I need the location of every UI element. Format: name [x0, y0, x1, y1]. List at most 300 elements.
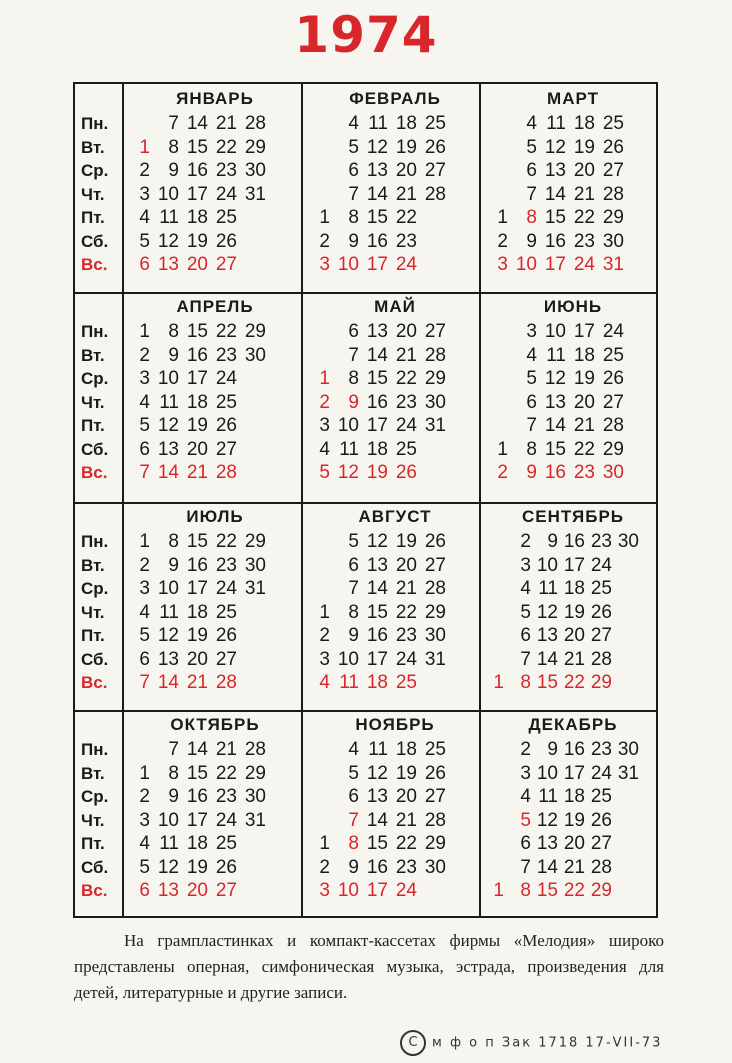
day-cell: 28 [424, 578, 446, 599]
day-cell: 7 [348, 183, 359, 205]
week-row [126, 530, 304, 554]
day-cell: 5 [348, 762, 359, 784]
day-cell: 29 [590, 672, 612, 693]
day-cell [484, 601, 504, 625]
day-cell [612, 624, 639, 648]
day-cell: 5 [520, 809, 531, 831]
day-cell: 15 [544, 438, 566, 460]
day-cell: 2 [520, 531, 531, 552]
day-cell: 3 [319, 880, 330, 901]
day-cell: 4 [526, 113, 537, 134]
day-cell: 15 [366, 601, 388, 623]
day-cell: 23 [215, 786, 237, 807]
day-cell: 16 [366, 625, 388, 646]
week-row [306, 438, 484, 462]
day-cell [417, 253, 446, 277]
day-cell: 10 [157, 183, 179, 205]
day-cell: 13 [536, 833, 558, 854]
day-cell: 1 [319, 207, 330, 228]
month-block [306, 294, 484, 485]
day-cell: 25 [215, 601, 237, 623]
day-cell [484, 159, 508, 183]
week-row [306, 159, 484, 183]
day-cell: 19 [186, 415, 208, 436]
day-cell [484, 762, 504, 786]
day-cell [237, 438, 266, 462]
day-cell: 27 [424, 321, 446, 342]
day-cell: 11 [159, 207, 179, 228]
day-cell [484, 391, 508, 415]
day-cell: 22 [563, 672, 585, 693]
weekday-label: Ср. [81, 579, 109, 598]
day-cell: 18 [186, 391, 208, 413]
week-row [306, 367, 484, 391]
day-cell: 10 [536, 762, 558, 784]
day-cell: 9 [348, 391, 359, 413]
day-cell: 24 [215, 809, 237, 831]
weekday-label: Вт. [81, 345, 105, 365]
day-cell: 27 [424, 786, 446, 807]
day-cell [306, 159, 330, 183]
week-row [306, 648, 484, 672]
day-cell: 5 [526, 136, 537, 158]
week-row [306, 738, 484, 762]
day-cell: 15 [186, 531, 208, 552]
month-block [306, 504, 484, 695]
day-cell: 17 [186, 183, 208, 205]
day-cell: 15 [186, 136, 208, 158]
day-cell: 17 [186, 809, 208, 831]
week-row [126, 809, 304, 833]
week-row [484, 738, 662, 762]
week-row [484, 461, 662, 485]
day-cell: 24 [395, 254, 417, 275]
week-row [306, 391, 484, 415]
day-cell: 4 [139, 391, 150, 413]
day-cell: 17 [366, 880, 388, 901]
day-cell: 20 [186, 648, 208, 670]
day-cell: 26 [215, 625, 237, 646]
day-cell: 4 [139, 207, 150, 228]
day-cell: 4 [348, 739, 359, 760]
day-cell: 29 [244, 762, 266, 784]
day-cell: 6 [139, 880, 150, 901]
day-cell: 17 [563, 554, 585, 576]
week-row [126, 183, 304, 207]
weekday-label: Ср. [81, 161, 109, 180]
week-row [306, 762, 484, 786]
week-row [126, 344, 304, 368]
day-cell: 9 [348, 856, 359, 878]
day-cell [237, 367, 266, 391]
day-cell: 23 [215, 554, 237, 576]
day-cell: 2 [319, 391, 330, 413]
week-row [306, 832, 484, 856]
day-cell [484, 183, 508, 207]
day-cell: 29 [424, 833, 446, 854]
day-cell: 8 [520, 880, 531, 901]
day-cell: 24 [590, 762, 612, 784]
week-row [306, 601, 484, 625]
day-cell: 1 [497, 438, 508, 460]
day-cell: 16 [366, 230, 388, 252]
week-row [126, 367, 304, 391]
day-cell: 3 [520, 762, 531, 784]
day-cell: 28 [602, 415, 624, 436]
day-cell: 25 [215, 833, 237, 854]
day-cell: 1 [139, 531, 150, 552]
day-cell: 6 [526, 391, 537, 413]
day-cell: 27 [215, 880, 237, 901]
day-cell [612, 577, 639, 601]
day-cell: 7 [520, 856, 531, 878]
week-row [484, 554, 662, 578]
day-cell: 18 [186, 601, 208, 623]
day-cell: 12 [536, 601, 558, 623]
weekday-label: Чт. [81, 602, 105, 622]
day-cell: 25 [215, 207, 237, 228]
day-cell: 30 [244, 344, 266, 366]
day-cell: 23 [215, 344, 237, 366]
day-cell: 13 [157, 648, 179, 670]
day-cell [237, 856, 266, 880]
day-cell: 11 [538, 578, 558, 599]
day-cell: 14 [186, 739, 208, 760]
day-cell: 31 [244, 578, 266, 599]
day-cell: 24 [215, 578, 237, 599]
day-cell: 24 [395, 415, 417, 436]
day-cell [306, 738, 330, 762]
month-name: АВГУСТ [358, 507, 432, 526]
week-row [484, 601, 662, 625]
weekday-label: Вс. [81, 881, 108, 900]
day-cell: 21 [395, 578, 417, 599]
week-row [126, 391, 304, 415]
weekday-label: Пт. [81, 834, 105, 853]
day-cell: 27 [424, 554, 446, 576]
day-cell: 16 [544, 462, 566, 483]
day-cell [484, 738, 504, 762]
day-cell: 20 [395, 321, 417, 342]
day-cell: 28 [424, 183, 446, 205]
week-row [306, 530, 484, 554]
month-name: ИЮЛЬ [186, 507, 244, 526]
day-cell: 6 [139, 254, 150, 275]
day-cell: 29 [244, 136, 266, 158]
day-cell: 22 [395, 368, 417, 389]
weekday-labels [75, 738, 128, 903]
day-cell: 15 [366, 207, 388, 228]
month-block [484, 294, 662, 485]
month-name: МАРТ [547, 89, 599, 108]
day-cell: 8 [526, 438, 537, 460]
day-cell: 18 [563, 578, 585, 599]
day-cell: 11 [159, 833, 179, 854]
day-cell [484, 624, 504, 648]
day-cell: 6 [348, 321, 359, 342]
week-row [306, 136, 484, 160]
day-cell: 21 [563, 648, 585, 670]
day-cell: 20 [186, 254, 208, 275]
day-cell [484, 809, 504, 833]
day-cell: 26 [215, 856, 237, 878]
day-cell: 17 [186, 578, 208, 599]
day-cell: 11 [546, 344, 566, 366]
day-cell: 11 [159, 391, 179, 413]
week-row [484, 344, 662, 368]
day-cell: 1 [319, 368, 330, 389]
day-cell: 4 [520, 786, 531, 807]
week-row [126, 159, 304, 183]
week-row [306, 461, 484, 485]
day-cell: 28 [244, 739, 266, 760]
day-cell [237, 414, 266, 438]
day-cell: 14 [544, 415, 566, 436]
day-cell: 18 [573, 344, 595, 366]
day-cell: 6 [520, 625, 531, 646]
weekday-label: Пн. [81, 114, 109, 133]
month-block [126, 504, 304, 695]
day-cell [484, 785, 504, 809]
day-cell: 27 [590, 833, 612, 854]
day-cell: 14 [157, 672, 179, 693]
day-cell: 10 [337, 415, 359, 436]
day-cell: 16 [186, 786, 208, 807]
day-cell: 22 [215, 321, 237, 342]
day-cell: 19 [186, 856, 208, 878]
day-cell [237, 253, 266, 277]
day-cell: 26 [215, 230, 237, 252]
day-cell: 2 [139, 160, 150, 181]
day-cell: 1 [319, 601, 330, 623]
day-cell: 21 [186, 462, 208, 483]
day-cell [484, 367, 508, 391]
day-cell [612, 809, 639, 833]
day-cell: 20 [395, 160, 417, 181]
year-title: 1974 [294, 6, 438, 64]
day-cell: 20 [573, 391, 595, 413]
day-cell: 7 [139, 462, 150, 483]
weekday-label: Сб. [81, 231, 109, 251]
day-cell: 13 [544, 391, 566, 413]
week-row [126, 832, 304, 856]
day-cell: 7 [139, 672, 150, 693]
day-cell [237, 206, 266, 230]
day-cell: 14 [186, 113, 208, 134]
day-cell: 25 [215, 391, 237, 413]
day-cell: 27 [590, 625, 612, 646]
day-cell: 18 [395, 113, 417, 134]
day-cell: 27 [602, 391, 624, 413]
month-name: НОЯБРЬ [355, 715, 435, 734]
weekday-label: Пт. [81, 416, 105, 435]
day-cell [612, 785, 639, 809]
weekday-label: Пн. [81, 532, 109, 551]
day-cell: 19 [563, 809, 585, 831]
day-cell: 3 [319, 415, 330, 436]
day-cell [126, 738, 150, 762]
week-row [306, 253, 484, 277]
week-row [484, 648, 662, 672]
day-cell: 9 [168, 554, 179, 576]
day-cell: 3 [526, 321, 537, 342]
week-row [126, 738, 304, 762]
day-cell: 23 [395, 391, 417, 413]
day-cell: 15 [366, 833, 388, 854]
weekday-label: Вт. [81, 555, 105, 575]
month-block [126, 86, 304, 277]
day-cell: 13 [366, 786, 388, 807]
day-cell: 25 [424, 113, 446, 134]
day-cell: 21 [215, 739, 237, 760]
week-row [126, 624, 304, 648]
day-cell: 28 [424, 344, 446, 366]
day-cell: 1 [493, 880, 504, 901]
month-name: ЯНВАРЬ [176, 89, 254, 108]
day-cell: 26 [395, 462, 417, 483]
day-cell: 30 [602, 462, 624, 483]
day-cell: 9 [168, 160, 179, 181]
day-cell [306, 554, 330, 578]
week-row [126, 438, 304, 462]
weekday-label: Сб. [81, 649, 109, 669]
day-cell: 2 [139, 786, 150, 807]
day-cell: 21 [186, 672, 208, 693]
day-cell: 23 [573, 230, 595, 252]
day-cell: 6 [348, 160, 359, 181]
day-cell [484, 832, 504, 856]
month-block [484, 712, 662, 903]
month-name: АПРЕЛЬ [176, 297, 254, 316]
day-cell: 29 [602, 438, 624, 460]
day-cell [237, 601, 266, 625]
day-cell: 30 [424, 625, 446, 646]
day-cell: 2 [319, 856, 330, 878]
day-cell [612, 856, 639, 880]
day-cell: 22 [395, 833, 417, 854]
day-cell: 20 [395, 554, 417, 576]
day-cell: 17 [186, 368, 208, 389]
day-cell: 28 [590, 856, 612, 878]
week-row [306, 230, 484, 254]
day-cell: 10 [337, 880, 359, 901]
day-cell: 8 [168, 762, 179, 784]
week-row [484, 438, 662, 462]
week-row [484, 230, 662, 254]
day-cell: 13 [366, 321, 388, 342]
day-cell: 12 [337, 462, 359, 483]
week-row [306, 320, 484, 344]
day-cell: 25 [395, 672, 417, 693]
day-cell: 3 [139, 578, 150, 599]
day-cell: 3 [497, 254, 508, 275]
day-cell: 7 [526, 183, 537, 205]
day-cell: 7 [168, 739, 179, 760]
day-cell [417, 438, 446, 462]
week-row [126, 320, 304, 344]
month-block [306, 712, 484, 903]
day-cell: 10 [536, 554, 558, 576]
day-cell: 1 [139, 762, 150, 784]
weekday-label: Пн. [81, 740, 109, 759]
day-cell: 16 [563, 739, 585, 760]
day-cell: 13 [544, 160, 566, 181]
day-cell: 17 [563, 762, 585, 784]
day-cell: 18 [186, 207, 208, 228]
day-cell: 12 [366, 136, 388, 158]
day-cell: 15 [186, 762, 208, 784]
day-cell [306, 785, 330, 809]
day-cell [484, 530, 504, 554]
day-cell: 27 [215, 254, 237, 275]
day-cell: 12 [544, 136, 566, 158]
day-cell: 8 [520, 672, 531, 693]
weekday-label: Пн. [81, 322, 109, 341]
calendar-grid [73, 82, 658, 918]
week-row [126, 461, 304, 485]
day-cell [306, 344, 330, 368]
day-cell [612, 832, 639, 856]
day-cell [306, 762, 330, 786]
day-cell: 19 [573, 136, 595, 158]
day-cell: 16 [186, 344, 208, 366]
week-row [484, 159, 662, 183]
day-cell: 2 [520, 739, 531, 760]
week-row [306, 624, 484, 648]
day-cell: 3 [139, 809, 150, 831]
day-cell: 15 [544, 207, 566, 228]
day-cell: 15 [536, 672, 558, 693]
week-row [126, 762, 304, 786]
day-cell: 3 [139, 368, 150, 389]
day-cell [484, 554, 504, 578]
day-cell: 4 [139, 833, 150, 854]
weekday-label: Вс. [81, 463, 108, 482]
day-cell: 23 [395, 625, 417, 646]
month-block [126, 294, 304, 485]
day-cell: 9 [547, 739, 558, 760]
day-cell: 4 [139, 601, 150, 623]
day-cell: 30 [424, 856, 446, 878]
day-cell: 1 [497, 207, 508, 228]
week-row [306, 577, 484, 601]
day-cell: 17 [366, 648, 388, 670]
week-row [484, 253, 662, 277]
day-cell: 26 [215, 415, 237, 436]
day-cell [612, 671, 639, 695]
weekday-label: Ср. [81, 787, 109, 806]
week-row [484, 577, 662, 601]
month-block [126, 712, 304, 903]
day-cell: 8 [348, 601, 359, 623]
day-cell: 25 [395, 438, 417, 460]
day-cell: 30 [617, 531, 639, 552]
week-row [306, 809, 484, 833]
day-cell: 7 [168, 113, 179, 134]
day-cell: 8 [168, 321, 179, 342]
day-cell: 6 [139, 648, 150, 670]
day-cell: 3 [520, 554, 531, 576]
week-row [126, 136, 304, 160]
day-cell: 19 [573, 368, 595, 389]
month-name: ФЕВРАЛЬ [349, 89, 441, 108]
day-cell: 5 [139, 856, 150, 878]
day-cell: 3 [319, 254, 330, 275]
day-cell: 13 [157, 254, 179, 275]
day-cell: 1 [139, 136, 150, 158]
day-cell [237, 832, 266, 856]
day-cell: 14 [366, 809, 388, 831]
